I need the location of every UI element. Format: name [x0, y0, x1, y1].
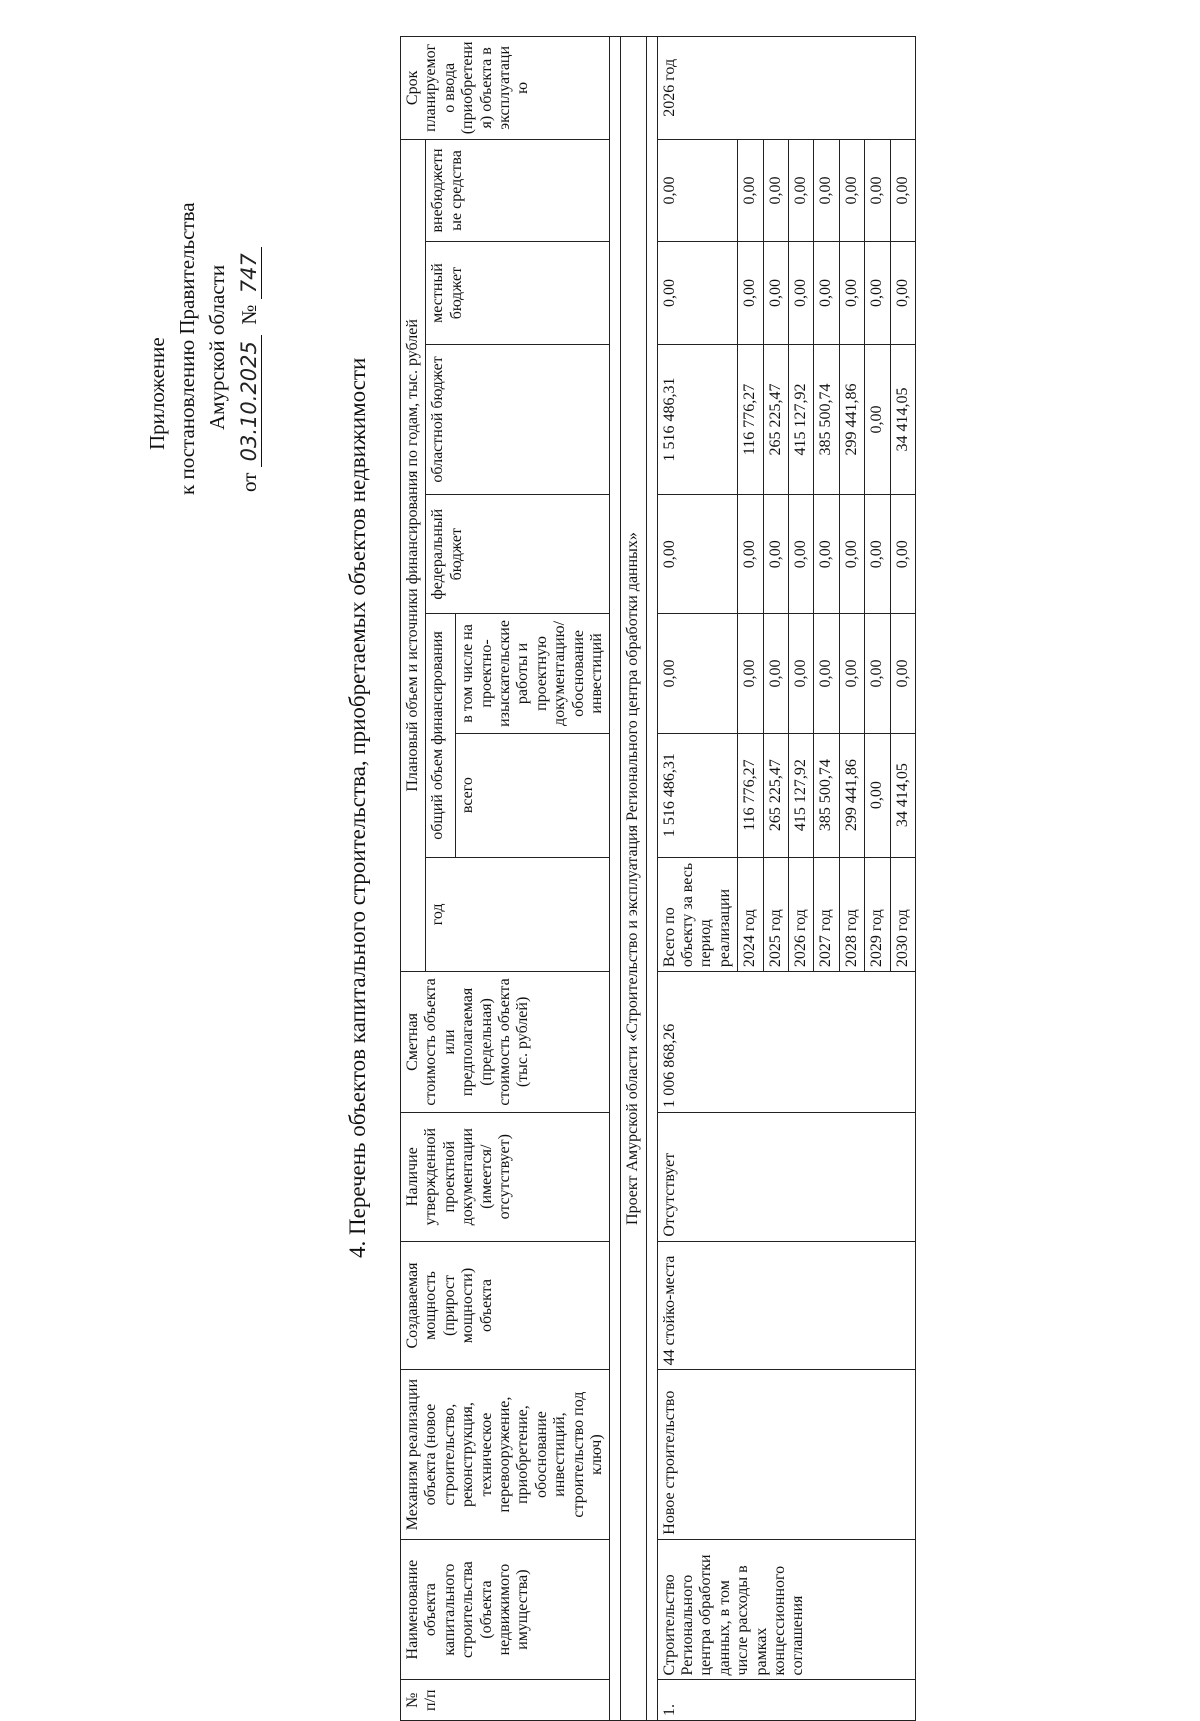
row-total: 415 127,92	[789, 733, 814, 857]
row-regional: 1 516 486,31	[657, 344, 738, 494]
col-federal-header: федеральный бюджет	[426, 495, 610, 614]
row-extra: 0,00	[890, 139, 915, 242]
row-extra: 0,00	[814, 139, 839, 242]
row-regional: 0,00	[865, 344, 890, 494]
col-year-header: год	[426, 857, 610, 971]
row-local: 0,00	[839, 242, 864, 345]
row-year: 2024 год	[738, 857, 763, 971]
row-regional: 34 414,05	[890, 344, 915, 494]
row-federal: 0,00	[763, 495, 788, 614]
col-local-header: местный бюджет	[426, 242, 610, 345]
col-cost-header: Сметная стоимость объекта или предполагаемая (предельная) стоимость объекта (тыс. рублей)	[401, 972, 610, 1113]
objects-table	[400, 36, 1146, 1721]
row-regional: 265 225,47	[763, 344, 788, 494]
approval-header	[145, 95, 261, 525]
row-extra: 0,00	[789, 139, 814, 242]
row-local: 0,00	[789, 242, 814, 345]
row-local: 0,00	[657, 242, 738, 345]
row-design: 0,00	[865, 614, 890, 733]
row-local: 0,00	[738, 242, 763, 345]
row-total: 299 441,86	[839, 733, 864, 857]
from-label: от	[237, 472, 261, 492]
row-federal: 0,00	[657, 495, 738, 614]
row-year: 2028 год	[839, 857, 864, 971]
row-local: 0,00	[763, 242, 788, 345]
row-total: 34 414,05	[890, 733, 915, 857]
object-term: 2026 год	[657, 37, 915, 140]
col-regional-header: областной бюджет	[426, 344, 610, 494]
row-federal: 0,00	[839, 495, 864, 614]
row-year: 2030 год	[890, 857, 915, 971]
row-local: 0,00	[890, 242, 915, 345]
row-total: 265 225,47	[763, 733, 788, 857]
col-name-header: Наименование объекта капитального строительства (объекта недвижимого имущества)	[401, 1539, 610, 1680]
col-total-volume-header: общий объем финансирования	[426, 614, 456, 857]
row-regional: 385 500,74	[814, 344, 839, 494]
col-financing-header: Плановый объем и источники финансирования по годам, тыс. рублей	[401, 139, 426, 971]
object-cost: 1 006 868,26	[657, 972, 915, 1113]
row-design: 0,00	[763, 614, 788, 733]
object-docs: Отсутствует	[657, 1112, 915, 1241]
object-capacity: 44 стойко-места	[657, 1241, 915, 1370]
col-term-header: Срок планируемого ввода (приобретения) объекта в эксплуатацию	[401, 37, 610, 140]
col-incl-design-header: в том числе на проектно-изыскательские работы и проектную документацию/обоснование инвестиций	[456, 614, 610, 733]
col-num-header: № п/п	[401, 1680, 610, 1721]
capital-construction-table	[400, 36, 916, 1721]
row-year: 2029 год	[865, 857, 890, 971]
row-total: 385 500,74	[814, 733, 839, 857]
row-extra: 0,00	[738, 139, 763, 242]
col-extrabudget-header: внебюджетные средства	[426, 139, 610, 242]
row-extra: 0,00	[657, 139, 738, 242]
row-total: 1 516 486,31	[657, 733, 738, 857]
row-federal: 0,00	[738, 495, 763, 614]
row-extra: 0,00	[839, 139, 864, 242]
header-resolution: к постановлению Правительства	[175, 202, 199, 495]
row-local: 0,00	[865, 242, 890, 345]
row-design: 0,00	[814, 614, 839, 733]
row-extra: 0,00	[865, 139, 890, 242]
section-title: 4. Перечень объектов капитального строительства, приобретаемых объектов недвижимости	[345, 357, 370, 1258]
row-federal: 0,00	[890, 495, 915, 614]
table-row	[657, 37, 738, 1721]
row-design: 0,00	[890, 614, 915, 733]
object-name: Строительство Регионального центра обработки данных, в том числе расходы в рамках концессионного соглашения	[657, 1539, 915, 1680]
row-design: 0,00	[657, 614, 738, 733]
header-region: Амурской области	[205, 264, 229, 430]
row-regional: 299 441,86	[839, 344, 864, 494]
header-appendix: Приложение	[145, 337, 169, 450]
row-year: 2025 год	[763, 857, 788, 971]
header-date-number	[237, 247, 262, 492]
object-mechanism: Новое строительство	[657, 1370, 915, 1539]
document-number: 747	[237, 247, 262, 299]
row-extra: 0,00	[763, 139, 788, 242]
row-design: 0,00	[839, 614, 864, 733]
row-federal: 0,00	[865, 495, 890, 614]
row-design: 0,00	[789, 614, 814, 733]
col-total-all-header: всего	[456, 733, 610, 857]
row-local: 0,00	[814, 242, 839, 345]
col-mechanism-header: Механизм реализации объекта (новое строительство, реконструкция, техническое перевооружение, приобретение, обоснование инвестиций, строительство под ключ)	[401, 1370, 610, 1539]
col-docs-header: Наличие утвержденной проектной документации (имеется/ отсутствует)	[401, 1112, 610, 1241]
row-year: 2026 год	[789, 857, 814, 971]
object-num: 1.	[657, 1680, 915, 1721]
row-design: 0,00	[738, 614, 763, 733]
row-federal: 0,00	[789, 495, 814, 614]
project-section-row: Проект Амурской области «Строительство и эксплуатация Регионального центра обработки данных»	[621, 37, 646, 1721]
col-capacity-header: Создаваемая мощность (прирост мощности) объекта	[401, 1241, 610, 1370]
row-year: Всего по объекту за весь период реализации	[657, 857, 738, 971]
row-regional: 116 776,27	[738, 344, 763, 494]
row-regional: 415 127,92	[789, 344, 814, 494]
row-total: 0,00	[865, 733, 890, 857]
document-date: 03.10.2025	[237, 335, 262, 467]
row-total: 116 776,27	[738, 733, 763, 857]
row-year: 2027 год	[814, 857, 839, 971]
number-label: №	[237, 304, 261, 325]
row-federal: 0,00	[814, 495, 839, 614]
